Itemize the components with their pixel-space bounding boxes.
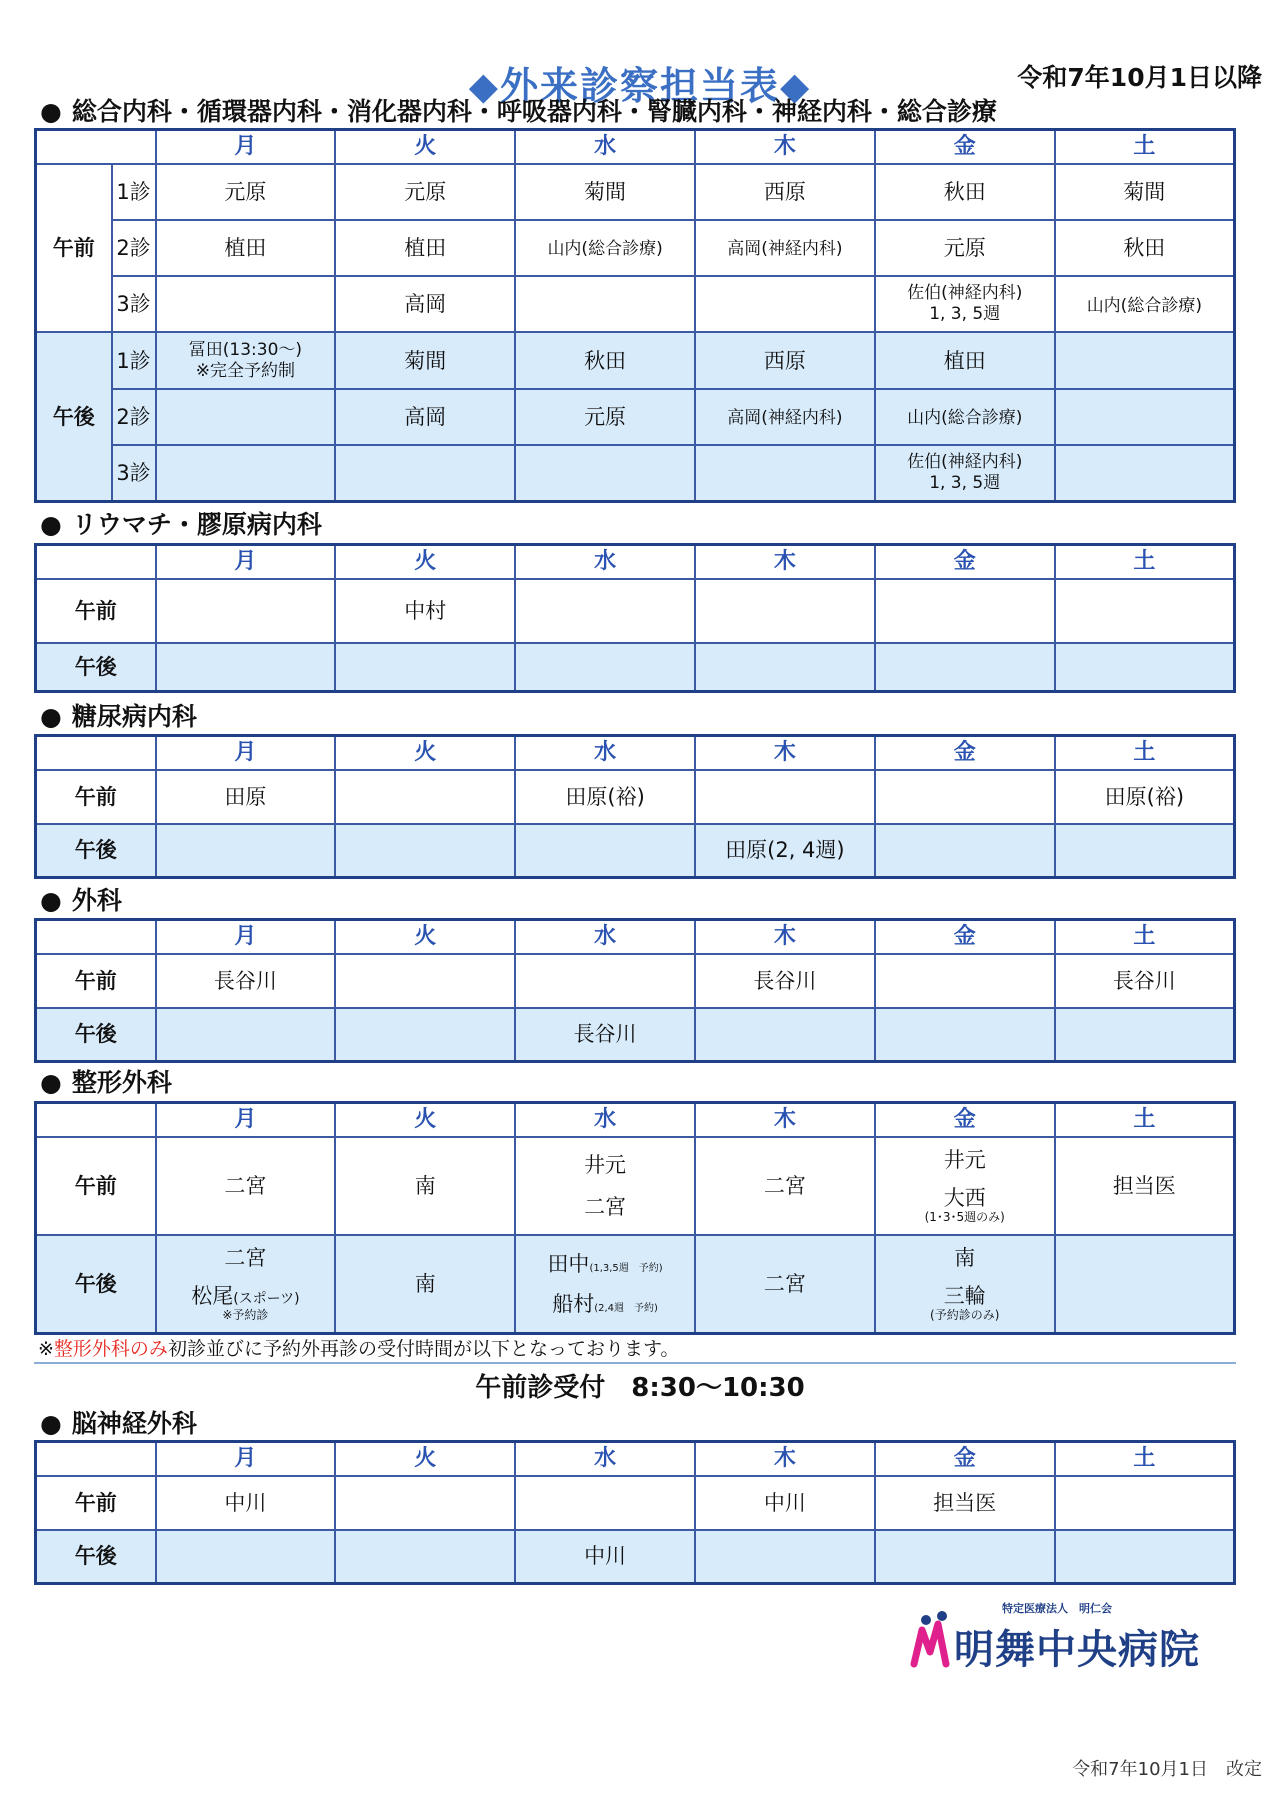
cell bbox=[695, 579, 875, 643]
day-fri: 金 bbox=[875, 1442, 1055, 1476]
section-general-title: ● 総合内科・循環器内科・消化器内科・呼吸器内科・腎臓内科・神経内科・総合診療 bbox=[40, 97, 997, 126]
cell: 佐伯(神経内科) 1, 3, 5週 bbox=[875, 276, 1055, 332]
cell: 元原 bbox=[515, 389, 695, 445]
cell: 田原(2, 4週) bbox=[695, 824, 875, 878]
schedule-neurosurgery bbox=[34, 1440, 1236, 1585]
cell: 担当医 bbox=[875, 1476, 1055, 1530]
general-am-row-2 bbox=[36, 220, 1235, 276]
cell bbox=[335, 954, 515, 1008]
cell: 冨田(13:30～) ※完全予約制 bbox=[156, 332, 336, 388]
cell bbox=[695, 276, 875, 332]
general-am-row-1 bbox=[36, 164, 1235, 220]
cell bbox=[515, 276, 695, 332]
sub-slot-2: 2診 bbox=[112, 220, 156, 276]
cell bbox=[875, 579, 1055, 643]
general-pm-row-1 bbox=[36, 332, 1235, 388]
slot-am: 午前 bbox=[36, 770, 156, 824]
cell bbox=[335, 445, 515, 501]
day-thu: 木 bbox=[695, 1442, 875, 1476]
day-thu: 木 bbox=[695, 1103, 875, 1137]
cell bbox=[335, 1530, 515, 1584]
cell bbox=[875, 1008, 1055, 1062]
section-diabetes-title: ● 糖尿病内科 bbox=[40, 702, 197, 731]
cell: 西原 bbox=[695, 332, 875, 388]
cell: 南 bbox=[335, 1235, 515, 1334]
cell bbox=[875, 954, 1055, 1008]
cell: 山内(総合診療) bbox=[515, 220, 695, 276]
hospital-mark-icon bbox=[910, 1610, 954, 1670]
cell: 元原 bbox=[156, 164, 336, 220]
cell: 長谷川 bbox=[1055, 954, 1235, 1008]
neurosurgery-pm-row bbox=[36, 1530, 1235, 1584]
cell: 井元 二宮 bbox=[515, 1137, 695, 1235]
cell: 高岡(神経内科) bbox=[695, 389, 875, 445]
cell: 植田 bbox=[875, 332, 1055, 388]
diabetes-pm-row bbox=[36, 824, 1235, 878]
day-thu: 木 bbox=[695, 130, 875, 164]
cell: 田原(裕) bbox=[515, 770, 695, 824]
cell bbox=[875, 770, 1055, 824]
day-fri: 金 bbox=[875, 1103, 1055, 1137]
day-mon: 月 bbox=[156, 545, 336, 579]
slot-pm: 午後 bbox=[36, 332, 112, 501]
day-tue: 火 bbox=[335, 130, 515, 164]
cell: 佐伯(神経内科) 1, 3, 5週 bbox=[875, 445, 1055, 501]
cell: 山内(総合診療) bbox=[875, 389, 1055, 445]
section-neurosurgery-title: ● 脳神経外科 bbox=[40, 1409, 197, 1438]
corporation-name: 特定医療法人 明仁会 bbox=[1002, 1602, 1112, 1615]
day-thu: 木 bbox=[695, 736, 875, 770]
cell bbox=[515, 954, 695, 1008]
cell: 植田 bbox=[156, 220, 336, 276]
cell: 二宮 松尾(スポーツ) ※予約診 bbox=[156, 1235, 336, 1334]
general-am-row-3 bbox=[36, 276, 1235, 332]
cell: 担当医 bbox=[1055, 1137, 1235, 1235]
cell bbox=[335, 1008, 515, 1062]
cell bbox=[156, 276, 336, 332]
cell bbox=[156, 1530, 336, 1584]
cell bbox=[1055, 643, 1235, 691]
cell bbox=[156, 389, 336, 445]
cell: 秋田 bbox=[875, 164, 1055, 220]
day-sat: 土 bbox=[1055, 545, 1235, 579]
day-header-row bbox=[36, 1442, 1235, 1476]
cell: 高岡 bbox=[335, 276, 515, 332]
schedule-orthopedics bbox=[34, 1101, 1236, 1335]
section-orthopedics-title: ● 整形外科 bbox=[40, 1068, 172, 1097]
day-wed: 水 bbox=[515, 545, 695, 579]
slot-am: 午前 bbox=[36, 579, 156, 643]
cell bbox=[156, 643, 336, 691]
sub-slot-2: 2診 bbox=[112, 389, 156, 445]
day-mon: 月 bbox=[156, 736, 336, 770]
day-mon: 月 bbox=[156, 920, 336, 954]
cell bbox=[1055, 1530, 1235, 1584]
cell: 山内(総合診療) bbox=[1055, 276, 1235, 332]
cell bbox=[515, 824, 695, 878]
schedule-surgery bbox=[34, 918, 1236, 1063]
slot-pm: 午後 bbox=[36, 1008, 156, 1062]
cell bbox=[515, 643, 695, 691]
day-header-row bbox=[36, 130, 1235, 164]
effective-date: 令和7年10月1日以降 bbox=[1017, 63, 1262, 92]
cell: 田原(裕) bbox=[1055, 770, 1235, 824]
cell bbox=[515, 579, 695, 643]
day-sat: 土 bbox=[1055, 1103, 1235, 1137]
slot-am: 午前 bbox=[36, 1137, 156, 1235]
slot-am: 午前 bbox=[36, 164, 112, 333]
ortho-reception-note: ※整形外科のみ初診並びに予約外再診の受付時間が以下となっております。 bbox=[38, 1338, 680, 1360]
cell: 中川 bbox=[156, 1476, 336, 1530]
cell: 西原 bbox=[695, 164, 875, 220]
cell: 中川 bbox=[695, 1476, 875, 1530]
cell bbox=[335, 770, 515, 824]
cell bbox=[695, 1008, 875, 1062]
cell: 菊間 bbox=[1055, 164, 1235, 220]
day-header-row bbox=[36, 1103, 1235, 1137]
day-header-row bbox=[36, 545, 1235, 579]
cell: 高岡(神経内科) bbox=[695, 220, 875, 276]
cell: 菊間 bbox=[515, 164, 695, 220]
cell: 二宮 bbox=[695, 1235, 875, 1334]
neurosurgery-am-row bbox=[36, 1476, 1235, 1530]
slot-pm: 午後 bbox=[36, 824, 156, 878]
cell bbox=[1055, 1008, 1235, 1062]
day-sat: 土 bbox=[1055, 1442, 1235, 1476]
cell bbox=[1055, 579, 1235, 643]
day-mon: 月 bbox=[156, 1103, 336, 1137]
section-rheumatology-title: ● リウマチ・膠原病内科 bbox=[40, 510, 322, 539]
cell bbox=[156, 1008, 336, 1062]
cell bbox=[156, 824, 336, 878]
orthopedics-am-row bbox=[36, 1137, 1235, 1235]
cell: 南 三輪 (予約診のみ) bbox=[875, 1235, 1055, 1334]
cell: 元原 bbox=[335, 164, 515, 220]
rheumatology-pm-row bbox=[36, 643, 1235, 691]
cell: 菊間 bbox=[335, 332, 515, 388]
day-tue: 火 bbox=[335, 920, 515, 954]
sub-slot-1: 1診 bbox=[112, 164, 156, 220]
cell: 高岡 bbox=[335, 389, 515, 445]
cell: 井元 大西 (1･3･5週のみ) bbox=[875, 1137, 1055, 1235]
sub-slot-3: 3診 bbox=[112, 445, 156, 501]
day-sat: 土 bbox=[1055, 130, 1235, 164]
surgery-am-row bbox=[36, 954, 1235, 1008]
section-surgery-title: ● 外科 bbox=[40, 886, 122, 915]
cell bbox=[515, 445, 695, 501]
slot-am: 午前 bbox=[36, 954, 156, 1008]
cell bbox=[1055, 445, 1235, 501]
general-pm-row-2 bbox=[36, 389, 1235, 445]
slot-pm: 午後 bbox=[36, 1530, 156, 1584]
cell: 植田 bbox=[335, 220, 515, 276]
cell: 南 bbox=[335, 1137, 515, 1235]
cell bbox=[875, 824, 1055, 878]
cell bbox=[1055, 1235, 1235, 1334]
cell bbox=[515, 1476, 695, 1530]
day-wed: 水 bbox=[515, 1103, 695, 1137]
day-fri: 金 bbox=[875, 736, 1055, 770]
day-tue: 火 bbox=[335, 1442, 515, 1476]
cell bbox=[156, 445, 336, 501]
revision-date: 令和7年10月1日 改定 bbox=[1072, 1759, 1262, 1780]
day-header-row bbox=[36, 736, 1235, 770]
day-wed: 水 bbox=[515, 130, 695, 164]
day-wed: 水 bbox=[515, 920, 695, 954]
slot-am: 午前 bbox=[36, 1476, 156, 1530]
cell: 長谷川 bbox=[695, 954, 875, 1008]
rheumatology-am-row bbox=[36, 579, 1235, 643]
cell bbox=[1055, 332, 1235, 388]
cell bbox=[875, 1530, 1055, 1584]
schedule-diabetes bbox=[34, 734, 1236, 879]
cell: 長谷川 bbox=[156, 954, 336, 1008]
cell: 元原 bbox=[875, 220, 1055, 276]
day-thu: 木 bbox=[695, 920, 875, 954]
cell: 中川 bbox=[515, 1530, 695, 1584]
cell bbox=[335, 643, 515, 691]
cell bbox=[695, 445, 875, 501]
cell: 田中(1,3,5週 予約) 船村(2,4週 予約) bbox=[515, 1235, 695, 1334]
cell: 二宮 bbox=[695, 1137, 875, 1235]
day-tue: 火 bbox=[335, 736, 515, 770]
day-wed: 水 bbox=[515, 736, 695, 770]
day-fri: 金 bbox=[875, 920, 1055, 954]
cell: 秋田 bbox=[1055, 220, 1235, 276]
cell bbox=[695, 770, 875, 824]
divider bbox=[34, 1362, 1236, 1364]
diabetes-am-row bbox=[36, 770, 1235, 824]
surgery-pm-row bbox=[36, 1008, 1235, 1062]
reception-hours: 午前診受付 8:30～10:30 bbox=[475, 1373, 805, 1403]
day-sat: 土 bbox=[1055, 920, 1235, 954]
cell bbox=[695, 643, 875, 691]
cell: 秋田 bbox=[515, 332, 695, 388]
day-wed: 水 bbox=[515, 1442, 695, 1476]
day-tue: 火 bbox=[335, 545, 515, 579]
cell bbox=[335, 824, 515, 878]
cell: 中村 bbox=[335, 579, 515, 643]
cell bbox=[875, 643, 1055, 691]
day-mon: 月 bbox=[156, 130, 336, 164]
orthopedics-pm-row bbox=[36, 1235, 1235, 1334]
day-tue: 火 bbox=[335, 1103, 515, 1137]
cell bbox=[156, 579, 336, 643]
cell bbox=[1055, 824, 1235, 878]
day-fri: 金 bbox=[875, 545, 1055, 579]
cell: 長谷川 bbox=[515, 1008, 695, 1062]
general-pm-row-3 bbox=[36, 445, 1235, 501]
cell bbox=[335, 1476, 515, 1530]
cell bbox=[1055, 1476, 1235, 1530]
sub-slot-1: 1診 bbox=[112, 332, 156, 388]
day-mon: 月 bbox=[156, 1442, 336, 1476]
slot-pm: 午後 bbox=[36, 1235, 156, 1334]
cell: 二宮 bbox=[156, 1137, 336, 1235]
cell bbox=[695, 1530, 875, 1584]
day-thu: 木 bbox=[695, 545, 875, 579]
page-title: ◆外来診察担当表◆ bbox=[468, 64, 812, 108]
day-header-row bbox=[36, 920, 1235, 954]
sub-slot-3: 3診 bbox=[112, 276, 156, 332]
hospital-name: 明舞中央病院 bbox=[954, 1627, 1200, 1673]
slot-pm: 午後 bbox=[36, 643, 156, 691]
cell: 田原 bbox=[156, 770, 336, 824]
schedule-rheumatology bbox=[34, 543, 1236, 693]
day-fri: 金 bbox=[875, 130, 1055, 164]
schedule-general bbox=[34, 128, 1236, 503]
cell bbox=[1055, 389, 1235, 445]
day-sat: 土 bbox=[1055, 736, 1235, 770]
